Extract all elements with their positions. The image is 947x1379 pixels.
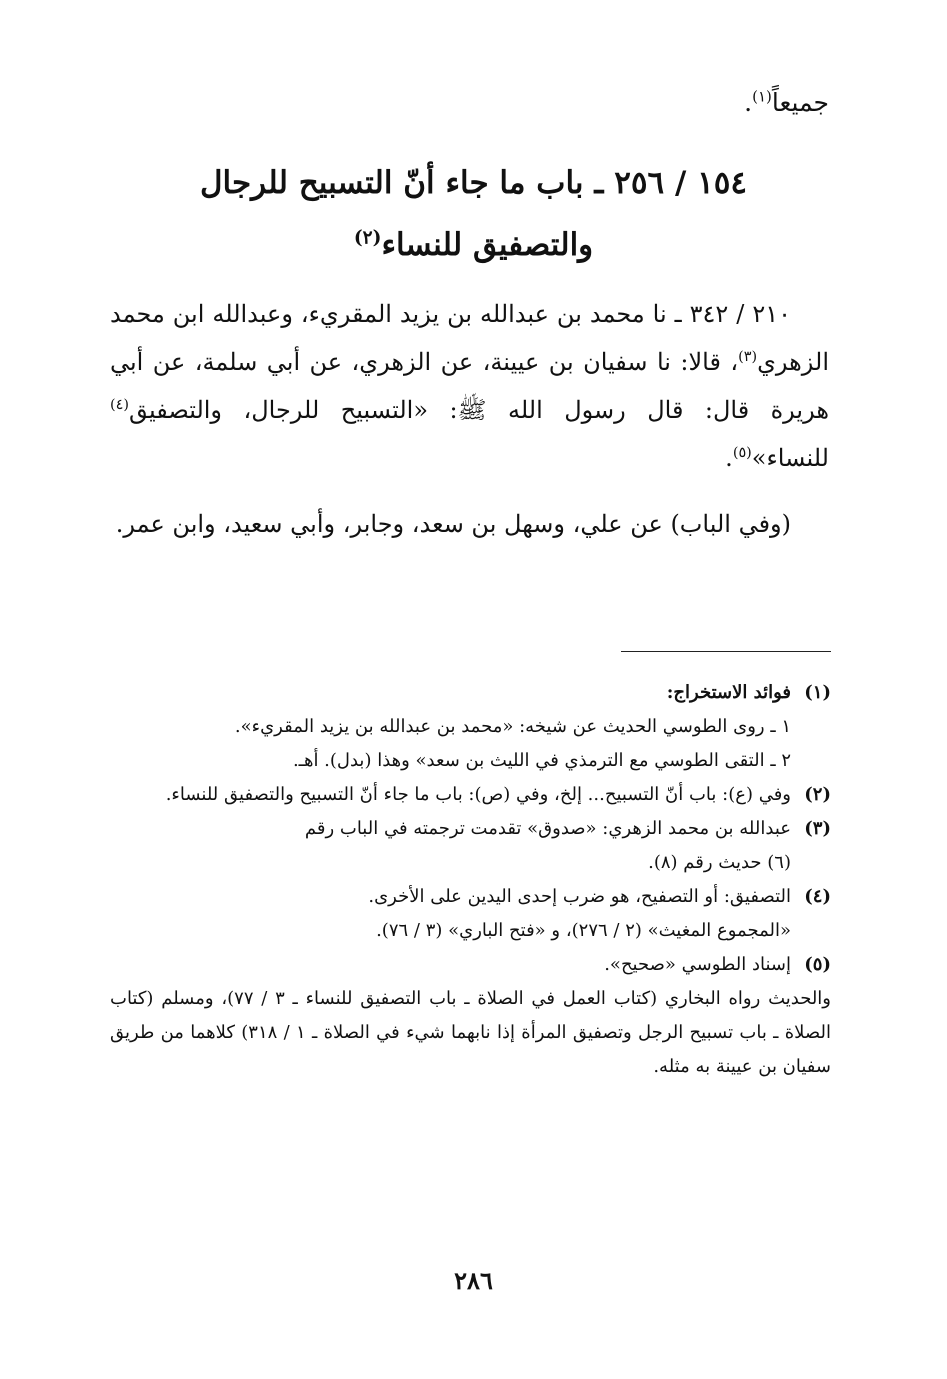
chapter-title-line-2-text: والتصفيق للنساء	[381, 227, 594, 263]
footnote-1-heading: فوائد الاستخراج:	[666, 682, 791, 703]
hadith-part-4: .	[725, 444, 733, 472]
footnote-4-number: (٤)	[804, 886, 831, 907]
intro-tail: .	[744, 88, 753, 117]
footnote-1-number: (١)	[804, 682, 831, 703]
footnote-4-line-1: التصفيق: أو التصفيح، هو ضرب إحدى اليدين على الأخرى.	[368, 886, 791, 907]
footnote-1	[110, 676, 831, 778]
footnote-ref-2[interactable]: (٢)	[353, 227, 382, 249]
hadith-part-2: ، قالا: نا سفيان بن عيينة، عن الزهري، عن أبي سلمة، عن أبي هريرة قال: قال رسول الله ﷺ: «التسبيح للرجال، والتصفيق	[110, 348, 829, 424]
footnote-3-number: (٣)	[804, 818, 831, 839]
hadith-part-3: للنساء»	[751, 444, 829, 472]
chapter-title-line-1: ١٥٤ / ٢٥٦ ـ باب ما جاء أنّ التسبيح للرجال	[199, 165, 748, 201]
footnote-ref-4[interactable]: (٤)	[110, 397, 129, 413]
footnote-divider	[621, 651, 831, 652]
footnote-4	[110, 880, 831, 948]
footnote-2	[110, 778, 831, 812]
footnote-3-line-1: عبدالله بن محمد الزهري: «صدوق» تقدمت ترجمته في الباب رقم	[304, 818, 791, 839]
footnote-5-line-1: إسناد الطوسي «صحيح».	[604, 954, 791, 975]
chapter-related-narrations	[110, 500, 829, 548]
related-narrations-text: (وفي الباب) عن علي، وسهل بن سعد، وجابر، وأبي سعيد، وابن عمر.	[115, 510, 791, 538]
footnote-1-item-1: ١ ـ روى الطوسي الحديث عن شيخه: «محمد بن عبدالله بن يزيد المقريء».	[234, 716, 791, 737]
footnote-2-text: وفي (ع): باب أنّ التسبيح... إلخ، وفي (ص): باب ما جاء أنّ التسبيح والتصفيق للنساء.	[165, 784, 791, 805]
footnote-2-number: (٢)	[804, 784, 831, 805]
chapter-title	[150, 152, 797, 276]
footnote-3-line-2: (٦) حديث رقم (٨).	[648, 852, 791, 873]
hadith-part-1: ٢١٠ / ٣٤٢ ـ نا محمد بن عبدالله بن يزيد المقريء، وعبدالله ابن محمد الزهري	[110, 300, 829, 376]
page-number: ٢٨٦	[454, 1266, 493, 1295]
footnote-ref-3[interactable]: (٣)	[738, 349, 758, 365]
footnote-5	[110, 948, 831, 1084]
chapter-title-line-2	[150, 214, 797, 276]
footnotes-section	[110, 676, 831, 1084]
footnote-1-item-2: ٢ ـ التقى الطوسي مع الترمذي في الليث بن سعد» وهذا (بدل). أهـ.	[292, 750, 791, 771]
footnote-5-paragraph: والحديث رواه البخاري (كتاب العمل في الصلاة ـ باب التصفيق للنساء ـ ٣ / ٧٧)، ومسلم (كتاب الصلاة ـ باب تسبيح الرجل وتصفيق المرأة إذا نابهما شيء في الصلاة ـ ١ / ٣١٨) كلاهما من طريق سفيان بن عيينة به مثله.	[110, 988, 832, 1077]
footnote-3	[110, 812, 831, 880]
footnote-ref-5[interactable]: (٥)	[732, 445, 752, 461]
intro-line	[744, 88, 829, 118]
footnote-ref-1[interactable]: (١)	[752, 87, 772, 106]
footnote-4-line-2: «المجموع المغيث» (٢ / ٢٧٦)، و «فتح الباري» (٣ / ٧٦).	[376, 920, 791, 941]
hadith-paragraph	[110, 290, 829, 482]
intro-text: جميعاً	[771, 88, 829, 117]
footnote-5-number: (٥)	[804, 954, 831, 975]
hadith-text	[110, 290, 829, 482]
